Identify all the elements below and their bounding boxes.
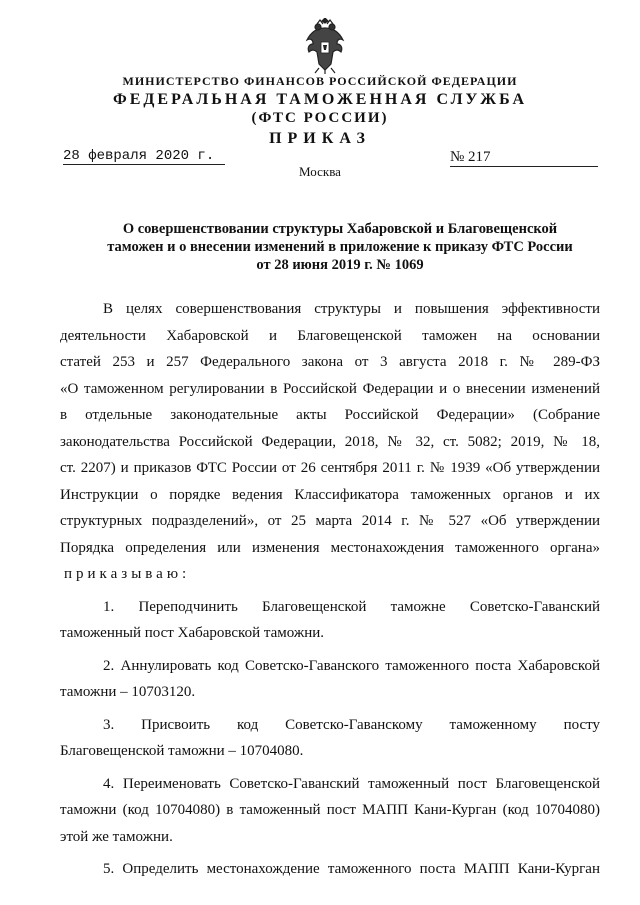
double-headed-eagle-emblem-icon xyxy=(303,18,347,74)
document-type: ПРИКАЗ xyxy=(269,130,371,147)
preamble-line: законодательства Российской Федерации, 2018, № 32, ст. 5082; 2019, № 18, xyxy=(60,433,600,450)
service-name: ФЕДЕРАЛЬНАЯ ТАМОЖЕННАЯ СЛУЖБА xyxy=(112,91,528,108)
preamble-line: структурных подразделений», от 25 марта 2014 г. № 527 «Об утверждении xyxy=(60,513,600,529)
item-line: 2. Аннулировать код Советско-Гаванского таможенного поста Хабаровской xyxy=(103,657,600,674)
document-subject xyxy=(80,220,600,274)
preamble-line: статей 253 и 257 Федерального закона от 3 августа 2018 г. № 289-ФЗ xyxy=(60,354,600,370)
order-word: приказываю: xyxy=(64,566,191,582)
preamble-paragraph xyxy=(60,296,600,883)
preamble-line: В целях совершенствования структуры и повышения эффективности xyxy=(103,301,600,317)
ministry-name: МИНИСТЕРСТВО ФИНАНСОВ РОССИЙСКОЙ ФЕДЕРАЦИИ xyxy=(122,74,518,88)
item-line: таможни (код 10704080) в таможенный пост МАПП Кани-Курган (код 10704080) xyxy=(60,802,600,818)
preamble-line: деятельности Хабаровской и Благовещенской таможен на основании xyxy=(60,327,600,344)
item-line: 4. Переименовать Советско-Гаванский таможенный пост Благовещенской xyxy=(103,775,600,792)
document-date: 28 февраля 2020 г. xyxy=(63,148,225,165)
service-short-name: (ФТС РОССИИ) xyxy=(251,110,389,126)
document-city: Москва xyxy=(299,164,341,179)
item-line: этой же таможни. xyxy=(60,828,173,845)
item-line: 5. Определить местонахождение таможенного поста МАПП Кани-Курган xyxy=(103,861,600,877)
item-line: таможенный пост Хабаровской таможни. xyxy=(60,625,325,641)
preamble-line: Инструкции о порядке ведения Классификатора таможенных органов и их xyxy=(60,486,600,503)
item-line: 1. Переподчинить Благовещенской таможне Советско-Гаванский xyxy=(103,598,600,615)
item-line: таможни – 10703120. xyxy=(60,684,196,700)
item-line: 3. Присвоить код Советско-Гаванскому таможенному посту xyxy=(103,716,600,733)
preamble-line: Порядка определения или изменения местонахождения таможенного органа» xyxy=(60,539,600,556)
subject-line: от 28 июня 2019 г. № 1069 xyxy=(256,257,424,273)
subject-line: таможен и о внесении изменений в приложение к приказу ФТС России xyxy=(107,239,573,255)
subject-line: О совершенствовании структуры Хабаровской и Благовещенской xyxy=(122,221,558,237)
preamble-line: ст. 2207) и приказов ФТС России от 26 сентября 2011 г. № 1939 «Об утверждении xyxy=(60,460,600,476)
item-line: Благовещенской таможни – 10704080. xyxy=(60,743,304,759)
preamble-line: «О таможенном регулировании в Российской Федерации и о внесении изменений xyxy=(60,380,600,397)
document-number: № 217 xyxy=(450,149,598,167)
preamble-line: в отдельные законодательные акты Российской Федерации» (Собрание xyxy=(60,407,600,423)
